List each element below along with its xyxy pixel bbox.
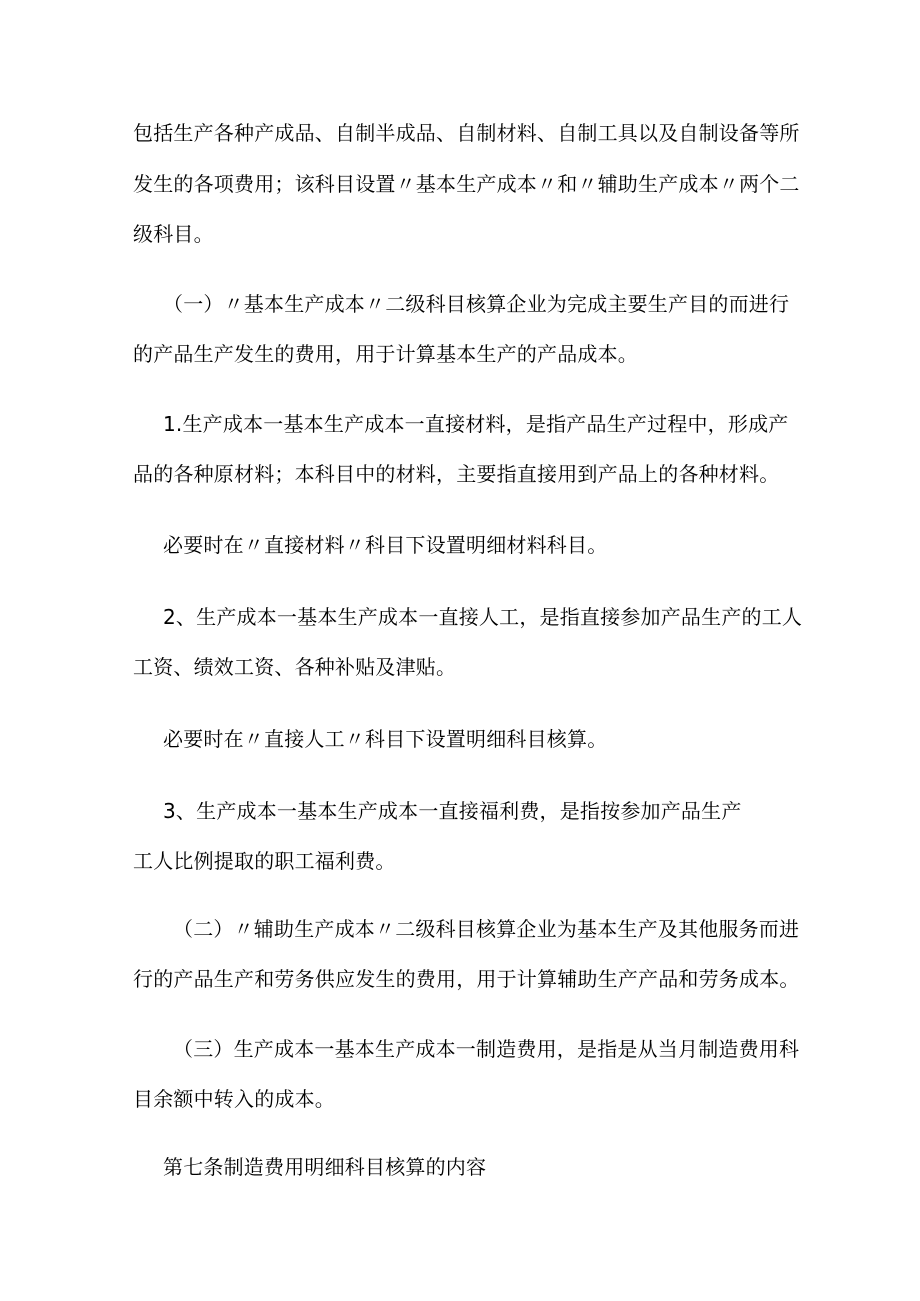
section-two-line-1: （二）〃辅助生产成本〃二级科目核算企业为基本生产及其他服务而进: [173, 917, 800, 941]
article-seven-heading: 第七条制造费用明细科目核算的内容: [163, 1155, 487, 1179]
paragraph-line-3: 级科目。: [133, 222, 214, 246]
section-one-line-2: 的产品生产发生的费用，用于计算基本生产的产品成本。: [133, 342, 638, 366]
paragraph-line-1: 包括生产各种产成品、自制半成品、自制材料、自制工具以及自制设备等所: [133, 121, 800, 145]
item-three-line-1: 3、生产成本一基本生产成本一直接福利费，是指按参加产品生产: [163, 799, 742, 823]
paragraph-line-2: 发生的各项费用；该科目设置〃基本生产成本〃和〃辅助生产成本〃两个二: [133, 172, 800, 196]
section-three-line-2: 目余额中转入的成本。: [133, 1087, 335, 1111]
item-three-line-2: 工人比例提取的职工福利费。: [133, 849, 396, 873]
item-two-note: 必要时在〃直接人工〃科目下设置明细科目核算。: [163, 727, 608, 751]
item-one-note: 必要时在〃直接材料〃科目下设置明细材料科目。: [163, 533, 608, 557]
item-one-line-1: 1.生产成本一基本生产成本一直接材料，是指产品生产过程中，形成产: [163, 412, 789, 436]
section-one-line-1: （一）〃基本生产成本〃二级科目核算企业为完成主要生产目的而进行: [163, 292, 790, 316]
section-two-line-2: 行的产品生产和劳务供应发生的费用，用于计算辅助生产产品和劳务成本。: [133, 967, 800, 991]
item-one-line-2: 品的各种原材料；本科目中的材料，主要指直接用到产品上的各种材料。: [133, 462, 780, 486]
section-three-line-1: （三）生产成本一基本生产成本一制造费用，是指是从当月制造费用科: [173, 1037, 800, 1061]
item-two-line-1: 2、生产成本一基本生产成本一直接人工，是指直接参加产品生产的工人: [163, 605, 803, 629]
item-two-line-2: 工资、绩效工资、各种补贴及津贴。: [133, 655, 457, 679]
